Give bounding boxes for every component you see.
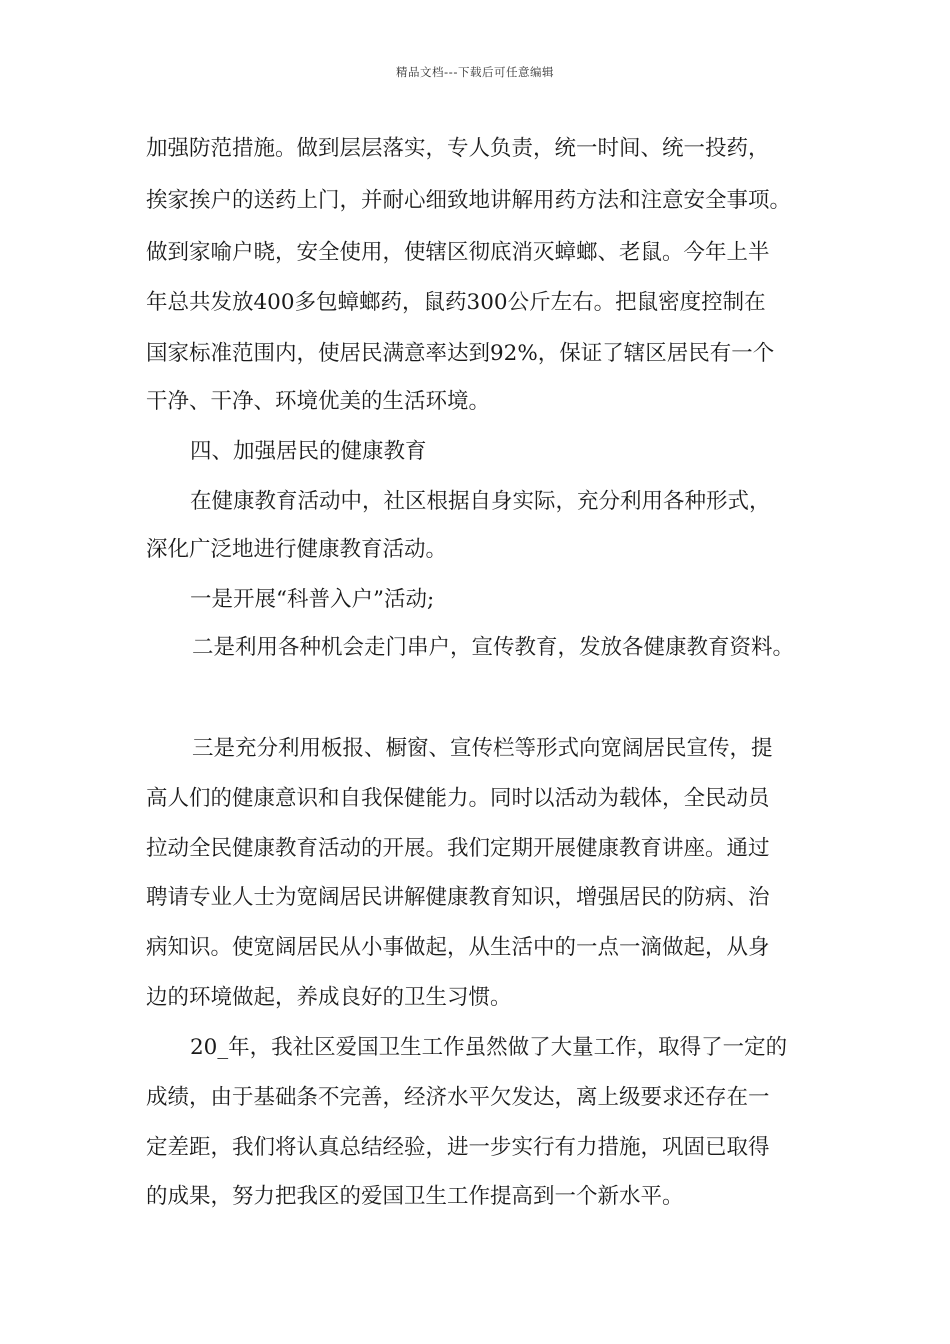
body-line: 高人们的健康意识和自我保健能力。同时以活动为载体，全民动员 [146, 786, 770, 811]
body-line: 加强防范措施。做到层层落实，专人负责，统一时间、统一投药， [146, 136, 770, 161]
body-line: 干净、干净、环境优美的生活环境。 [146, 389, 491, 414]
paragraph-first-line: 在健康教育活动中，社区根据自身实际，充分利用各种形式， [190, 489, 771, 514]
body-line: 年总共发放400多包蟑螂药，鼠药300公斤左右。把鼠密度控制在 [146, 290, 766, 315]
body-line: 边的环境做起，养成良好的卫生习惯。 [146, 985, 512, 1010]
body-line: 病知识。使宽阔居民从小事做起，从生活中的一点一滴做起，从身 [146, 935, 770, 960]
paragraph-first-line: 三是充分利用板报、橱窗、宣传栏等形式向宽阔居民宣传，提 [192, 736, 773, 761]
page-header: 精品文档---下载后可任意编辑 [396, 65, 554, 79]
body-line: 聘请专业人士为宽阔居民讲解健康教育知识，增强居民的防病、治 [146, 885, 770, 910]
body-line: 定差距，我们将认真总结经验，进一步实行有力措施，巩固已取得 [146, 1135, 770, 1160]
body-line: 的成果，努力把我区的爱国卫生工作提高到一个新水平。 [146, 1184, 684, 1209]
body-line: 深化广泛地进行健康教育活动。 [146, 537, 448, 562]
body-line: 挨家挨户的送药上门，并耐心细致地讲解用药方法和注意安全事项。 [146, 188, 792, 213]
paragraph-first-line: 20_年，我社区爱国卫生工作虽然做了大量工作，取得了一定的 [190, 1035, 788, 1060]
body-line: 拉动全民健康教育活动的开展。我们定期开展健康教育讲座。通过 [146, 836, 770, 861]
body-line: 国家标准范围内，使居民满意率达到92%，保证了辖区居民有一个 [146, 341, 775, 366]
body-line: 成绩，由于基础条不完善，经济水平欠发达，离上级要求还存在一 [146, 1085, 770, 1110]
list-item: 一是开展“科普入户”活动; [190, 587, 435, 612]
body-line: 做到家喻户晓，安全使用，使辖区彻底消灭蟑螂、老鼠。今年上半 [146, 240, 770, 265]
list-item: 二是利用各种机会走门串户，宣传教育，发放各健康教育资料。 [192, 635, 795, 660]
section-heading: 四、加强居民的健康教育 [190, 439, 427, 464]
